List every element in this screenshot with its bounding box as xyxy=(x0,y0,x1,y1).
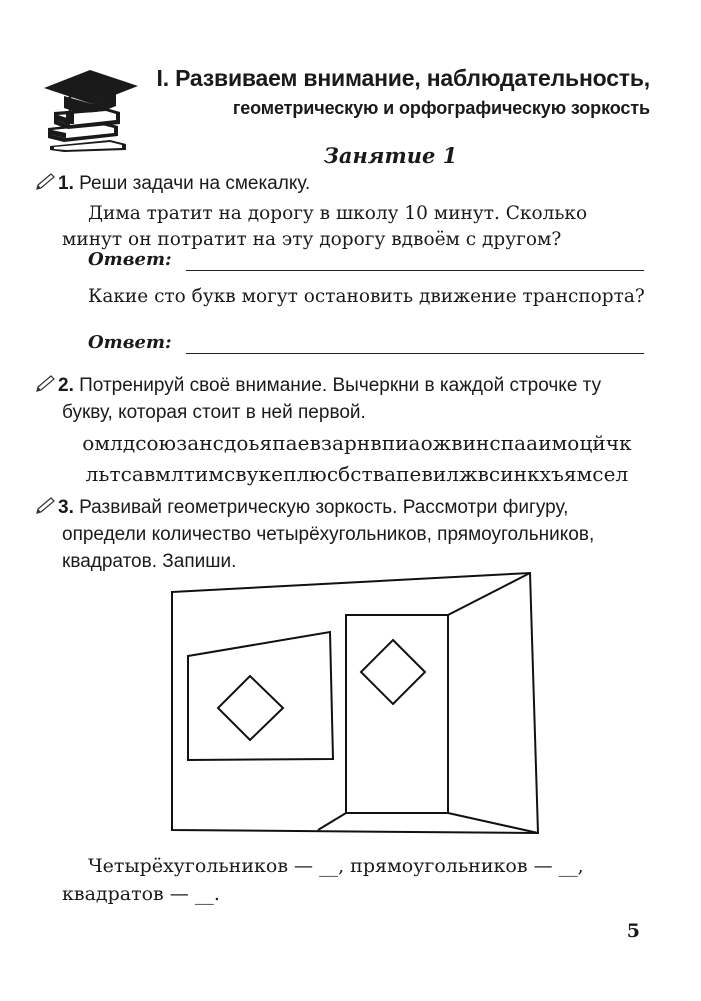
task2-number: 2. xyxy=(58,375,74,396)
answer-line[interactable] xyxy=(186,270,644,271)
task3-instruction-line3: квадратов. Запиши. xyxy=(62,551,237,572)
task1-answer-row1[interactable] xyxy=(88,249,644,275)
task2-heading xyxy=(34,372,654,426)
left-inner-square xyxy=(218,676,283,740)
lesson-title: Занятие 1 xyxy=(323,143,458,168)
answer-label: Ответ: xyxy=(88,332,172,353)
task1-heading xyxy=(34,170,654,197)
task1-question1: Дима тратит на дорогу в школу 10 минут. Сколько минут он потратит на эту дорогу вдвоём с другом? xyxy=(62,203,588,250)
task2-instruction-line1: Потренируй своё внимание. Вычеркни в каждой строчке ту xyxy=(79,375,602,396)
task3-result[interactable] xyxy=(62,852,652,908)
door-inner-square xyxy=(361,640,425,704)
task1-question2: Какие сто букв могут остановить движение транспорта? xyxy=(88,286,645,307)
task2-instruction-line2: букву, которая стоит в ней первой. xyxy=(62,402,366,423)
perspective-line-top xyxy=(448,573,530,615)
pencil-icon xyxy=(34,374,58,394)
task3-instruction-line2: определи количество четырёхугольников, прямоугольников, xyxy=(62,524,595,545)
outer-quadrilateral xyxy=(172,573,538,833)
answer-line[interactable] xyxy=(186,353,644,354)
task3-number: 3. xyxy=(58,497,74,518)
section-title xyxy=(150,62,650,122)
perspective-line-bottom xyxy=(448,813,538,833)
graduation-cap-books-icon xyxy=(40,62,140,152)
task3-instruction-line1: Развивай геометрическую зоркость. Рассмотри фигуру, xyxy=(79,497,569,518)
floor-line xyxy=(318,813,346,830)
section-title-line2: геометрическую и орфографическую зоркость xyxy=(232,98,650,118)
task1-instruction: Реши задачи на смекалку. xyxy=(79,173,311,194)
task3-result-line1[interactable]: Четырёхугольников — __, прямоугольников — __, xyxy=(88,855,584,877)
answer-label: Ответ: xyxy=(88,249,172,270)
page-number: 5 xyxy=(626,920,640,942)
section-title-line1: I. Развиваем внимание, наблюдательность, xyxy=(156,65,650,91)
pencil-icon xyxy=(34,496,58,516)
letter-row-1[interactable]: омлдсоюзансдоьяпаевзарнвпиаожвинспааимоцйчк xyxy=(82,431,632,455)
task1-number: 1. xyxy=(58,173,74,194)
geometry-figure xyxy=(150,560,560,850)
letter-row-2[interactable]: льтсавмлтимсвукеплюсбствапевилжвсинкхъямсел xyxy=(85,462,629,486)
task3-result-line2[interactable]: квадратов — __. xyxy=(62,883,220,905)
left-quadrilateral xyxy=(188,632,333,760)
pencil-icon xyxy=(34,172,58,192)
task1-answer-row2[interactable] xyxy=(88,332,644,358)
